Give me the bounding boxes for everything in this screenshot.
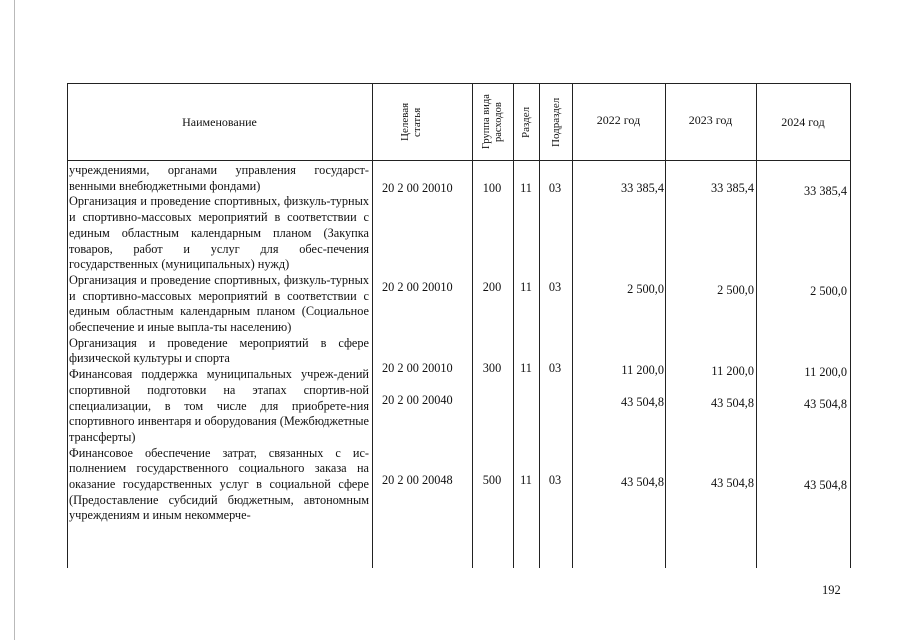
- row-value-2023: 43 504,8: [710, 396, 754, 410]
- col-border: [572, 83, 573, 568]
- header-subsection: Подраздел: [550, 97, 562, 147]
- name-paragraph: Финансовое обеспечение затрат, связанных с ис-полнением государственного социального заказа на оказание государственных услуг в социальной сфере (Предоставление субсидий бюджетным, автономным учреждениям и иным некоммерче-: [69, 445, 369, 523]
- row-group: 100: [482, 181, 502, 195]
- header-section: Раздел: [520, 106, 532, 138]
- col-border: [513, 83, 514, 568]
- header-target: Целевая статья: [399, 102, 423, 142]
- page-number: 192: [822, 583, 841, 597]
- row-subsection: 03: [548, 280, 562, 294]
- row-subsection: 03: [548, 361, 562, 375]
- name-paragraph: Организация и проведение спортивных, физкуль-турных и спортивно-массовых мероприятий в соответствии с единым областным календарным планом (Закупка товаров, работ и услуг для обес-печения государственных (муниципальных) нужд): [69, 194, 369, 272]
- row-code: 20 2 00 20010: [382, 361, 453, 375]
- row-code: 20 2 00 20040: [382, 393, 453, 407]
- header-2022: 2022 год: [596, 113, 641, 127]
- row-value-2024: 11 200,0: [804, 365, 847, 379]
- row-value-2023: 33 385,4: [710, 181, 754, 195]
- name-paragraph: Финансовая поддержка муниципальных учреж-дений спортивной подготовки на этапах спортив-ной специализации, в том числе для приобрете-ния спортивного инвентаря и оборудования (Межбюджетные трансферты): [69, 367, 369, 444]
- header-name: Наименование: [182, 115, 257, 129]
- col-border: [850, 83, 851, 568]
- col-border: [539, 83, 540, 568]
- row-value-2024: 43 504,8: [803, 397, 847, 411]
- col-border: [756, 83, 757, 568]
- header-2023: 2023 год: [688, 113, 733, 127]
- header-group: Группа вида расходов: [481, 94, 504, 150]
- row-section: 11: [520, 181, 532, 195]
- row-subsection: 03: [548, 181, 562, 195]
- row-group: 300: [482, 361, 502, 375]
- row-section: 11: [520, 361, 532, 375]
- row-value-2022: 43 504,8: [620, 475, 664, 489]
- row-value-2024: 2 500,0: [810, 284, 847, 298]
- row-value-2022: 43 504,8: [620, 395, 664, 409]
- col-border: [372, 83, 373, 568]
- scan-margin-line: [14, 0, 15, 640]
- name-column: [69, 163, 369, 524]
- row-section: 11: [520, 280, 532, 294]
- row-value-2022: 11 200,0: [621, 363, 664, 377]
- name-paragraph: учреждениями, органами управления государст-венными внебюджетными фондами): [69, 163, 369, 193]
- row-code: 20 2 00 20010: [382, 280, 453, 294]
- row-value-2023: 43 504,8: [710, 476, 754, 490]
- header-bottom-border: [67, 160, 851, 161]
- row-value-2023: 2 500,0: [717, 283, 754, 297]
- table-top-border: [67, 83, 851, 84]
- name-paragraph: Организация и проведение мероприятий в сфере физической культуры и спорта: [69, 335, 369, 366]
- row-value-2022: 2 500,0: [627, 282, 664, 296]
- row-value-2023: 11 200,0: [711, 364, 754, 378]
- col-border: [472, 83, 473, 568]
- row-value-2024: 43 504,8: [803, 478, 847, 492]
- header-2024: 2024 год: [781, 115, 825, 129]
- row-group: 200: [482, 280, 502, 294]
- row-value-2024: 33 385,4: [803, 184, 847, 198]
- row-subsection: 03: [548, 473, 562, 487]
- budget-table: [67, 83, 851, 568]
- row-code: 20 2 00 20010: [382, 181, 453, 195]
- row-section: 11: [520, 473, 532, 487]
- row-group: 500: [482, 473, 502, 487]
- col-border: [665, 83, 666, 568]
- row-code: 20 2 00 20048: [382, 473, 453, 487]
- col-border: [67, 83, 68, 568]
- row-value-2022: 33 385,4: [620, 181, 664, 195]
- name-paragraph: Организация и проведение спортивных, физкуль-турных и спортивно-массовых мероприятий в соответствии с единым областным календарным планом (Социальное обеспечение и иные выпла-ты населению): [69, 272, 369, 335]
